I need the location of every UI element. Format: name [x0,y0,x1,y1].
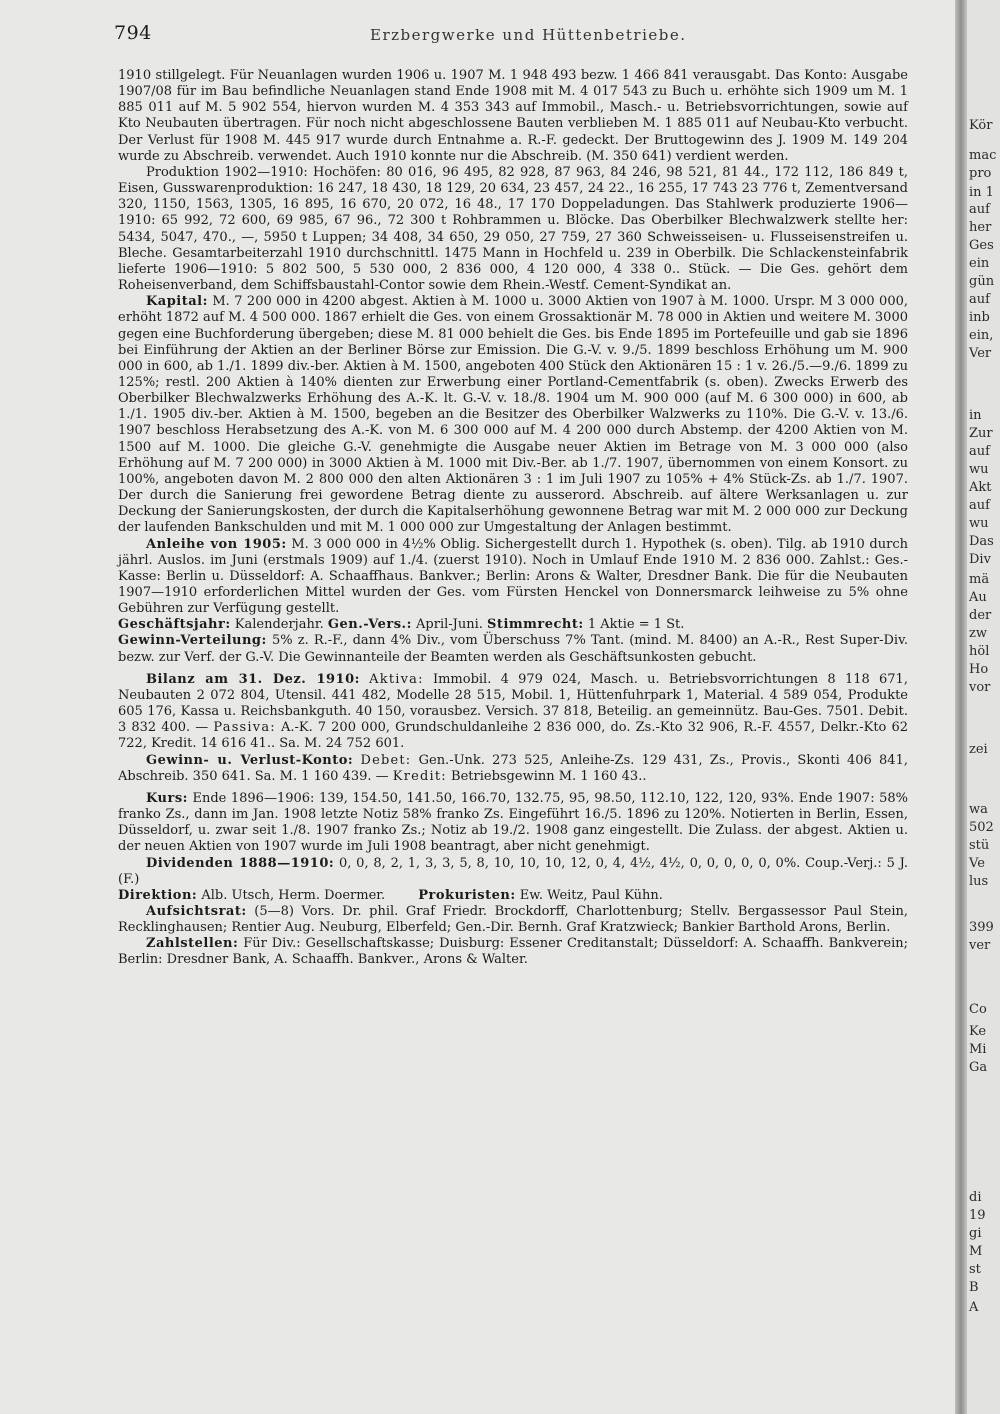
geschaeftsjahr-text: Kalenderjahr. [234,617,324,633]
anleihe-label: Anleihe von 1905: [146,536,287,552]
gewinn-verteilung-paragraph [118,633,908,665]
facing-page-fragment: di [969,1190,982,1205]
facing-page-fragment: vor [969,680,991,695]
facing-page-fragment: zw [969,626,987,641]
facing-page-fragment: auf [969,444,990,459]
zahlstellen-paragraph [118,936,908,968]
prokuristen-label: Prokuristen: [418,887,516,903]
page-number: 794 [114,22,152,44]
kredit-label: Kredit: [392,768,447,784]
facing-page-fragment: ver [969,938,991,953]
facing-page-fragment: Ho [969,662,989,677]
facing-page-fragment: 399 [969,920,994,935]
facing-page-fragment: inb [969,310,990,325]
kredit-text: Betriebsgewinn M. 1 160 43.. [451,768,647,784]
facing-page-fragment: Ke [969,1024,987,1039]
facing-page-fragment: wa [969,802,988,817]
guv-label: Gewinn- u. Verlust-Konto: [146,752,354,768]
stimmrecht-label: Stimmrecht: [487,617,584,633]
facing-page-fragment: B [969,1280,979,1295]
facing-page-fragment: in [969,408,982,423]
facing-page-fragment: st [969,1262,981,1277]
facing-page-fragment: her [969,220,992,235]
facing-page-edge [967,0,1000,1414]
facing-page-fragment: Ver [969,346,992,361]
kapital-text: M. 7 200 000 in 4200 abgest. Aktien à M. 1000 u. 3000 Aktien von 1907 à M. 1000. Urspr. M 3 000 000, erhöht 1872 auf M. 4 500 000. 1867 erhielt die Ges. von einem Grossaktionär M. 78 000 in Aktien und weitere M. 3000 gegen eine Buchforderung übergeben; diese M. 81 000 behielt die Ges. bis Ende 1895 im Portefeuille und gab sie 1896 bei Einführung der Aktien an der Berliner Börse zur Emission. Die G.-V. v. 9./5. 1899 beschloss Erhöhung um M. 900 000 in 600, ab 1./1. 1899 div.-ber. Aktien à M. 1500, angeboten 400 Stück den Aktionären 15 : 1 v. 26./5.—9./6. 1899 zu 125%; restl. 200 Aktien à 140% dienten zur Erwerbung einer Portland-Cementfabrik (s. oben). Zwecks Erwerb des Oberbilker Blechwalzwerks Erhöhung des A.-K. lt. G.-V. v. 18./8. 1904 um M. 900 000 (auf M. 6 300 000) in 600, ab 1./1. 1905 div.-ber. Aktien à M. 1500, begeben an die Besitzer des Oberbilker Walzwerks zu 110%. Die G.-V. v. 13./6. 1907 beschloss Herabsetzung des A.-K. von M. 6 300 000 auf M. 4 200 000 durch Abstemp. der 4200 Aktien von M. 1500 auf M. 1000. Die gleiche G.-V. genehmigte die Ausgabe neuer Aktien im Betrage von M. 3 000 000 (also Erhöhung auf M. 7 200 000) in 3000 Aktien à M. 1000 mit Div.-Ber. ab 1./7. 1907, übernommen von einem Konsort. zu 100%, angeboten davon M. 2 800 000 den alten Aktionären 3 : 1 im Juli 1907 zu 105% + 4% Stück-Zs. ab 1./7. 1907. Der durch die Sanierung frei gewordene Betrag diente zu ausserord. Abschreib. auf ältere Werksanlagen u. zur Deckung der Sanierungskosten, der durch die Kapitalserhöhung gewonnene Betrag war mit M. 2 000 000 zur Deckung der laufenden Bankschulden und mit M. 1 000 000 zur Umgestaltung der Anlagen bestimmt. [118,294,908,536]
page-body [118,68,908,969]
aktiva-label: Aktiva: [369,671,424,687]
facing-page-fragment: Kör [969,118,993,133]
facing-page-fragment: 19 [969,1208,986,1223]
facing-page-fragment: Mi [969,1042,987,1057]
zahlstellen-text: Für Div.: Gesellschaftskasse; Duisburg: Essener Creditanstalt; Düsseldorf: A. Schaaffh. Bankverein; Berlin: Dresdner Bank, A. Schaaffh. Bankver., Arons & Walter. [118,936,908,968]
kapital-paragraph [118,294,908,536]
debet-label: Debet: [360,752,412,768]
gen-vers-text: April-Juni. [416,617,483,633]
facing-page-fragment: Ga [969,1060,988,1075]
coupon-verjaehrung: Coup.-Verj.: 5 J. (F.) [118,855,908,887]
facing-page-fragment: Au [969,590,987,605]
passiva-label: Passiva: [213,720,276,736]
anleihe-text: M. 3 000 000 in 4½% Oblig. Sichergestellt durch 1. Hypothek (s. oben). Tilg. ab 1910 durch jährl. Auslos. im Juni (erstmals 1909) auf 1./4. (zuerst 1910). Noch in Umlauf Ende 1910 M. 2 836 000. Zahlst.: Ges.-Kasse: Berlin u. Düsseldorf: A. Schaaffhaus. Bankver.; Berlin: Arons & Walter, Dresdner Bank. Die für die Neubauten 1907—1910 erforderlichen Mittel wurden der Ges. vom Fürsten Henckel von Donnersmarck leihweise zu 5% ohne Gebühren zur Verfügung gestellt. [118,536,908,617]
kapital-label: Kapital: [146,294,208,310]
facing-page-fragment: der [969,608,992,623]
gewinn-verteilung-label: Gewinn-Verteilung: [118,633,267,649]
facing-page-fragment: Co [969,1002,987,1017]
zahlstellen-label: Zahlstellen: [146,936,239,952]
facing-page-fragment: Akt [969,480,992,495]
facing-page-fragment: stü [969,838,990,853]
stimmrecht-text: 1 Aktie = 1 St. [587,617,685,633]
prokuristen-text: Ew. Weitz, Paul Kühn. [519,887,663,903]
facing-page-fragment: Ges [969,238,994,253]
facing-page-fragment: auf [969,292,990,307]
facing-page-fragment: mä [969,572,990,587]
geschaeftsjahr-paragraph [118,617,908,633]
bilanz-label: Bilanz am 31. Dez. 1910: [146,671,360,687]
facing-page-fragment: 502 [969,820,994,835]
production-paragraph: Produktion 1902—1910: Hochöfen: 80 016, 96 495, 82 928, 87 963, 84 246, 98 521, 81 44., 172 112, 186 849 t, Eisen, Gusswarenproduktion: 16 247, 18 430, 18 129, 20 634, 23 457, 24 22., 16 255, 17 743 23 776 t, Zementversand 320, 1150, 1563, 1305, 16 895, 16 670, 20 072, 16 48., 17 170 Doppeladungen. Das Stahlwerk produzierte 1906—1910: 65 992, 72 600, 69 985, 67 96., 72 300 t Rohbrammen u. Blöcke. Das Oberbilker Blechwalzwerk stellte her: 5434, 5047, 470., —, 5950 t Luppen; 34 408, 34 650, 29 050, 27 759, 27 360 Schweisseisen- u. Flusseisenstreifen u. Bleche. Gesamtarbeiterzahl 1910 durchschnittl. 1475 Mann in Hochfeld u. 239 in Oberbilk. Die Schlackensteinfabrik lieferte 1906—1910: 5 802 500, 5 530 000, 2 836 000, 4 120 000, 4 338 0.. Stück. — Die Ges. gehört dem Roheisenverband, dem Schiffsbaustahl-Contor sowie dem Rhein.-Westf. Cement-Syndikat an. [118,164,908,294]
facing-page-fragment: gün [969,274,995,289]
dividenden-paragraph [118,856,908,888]
gewinn-verteilung-text: 5% z. R.-F., dann 4% Div., vom Überschuss 7% Tant. (mind. M. 8400) an A.-R., Rest Super-Div. bezw. zur Verf. der G.-V. Die Gewinnanteile der Beamten werden als Geschäftsunkosten gebucht. [118,633,908,665]
direktion-label: Direktion: [118,887,198,903]
direktion-paragraph [118,888,908,904]
dividenden-label: Dividenden 1888—1910: [146,855,335,871]
facing-page-fragment: in 1 [969,185,994,200]
kurs-label: Kurs: [146,790,188,806]
facing-page-fragment: ein [969,256,990,271]
facing-page-fragment: Das [969,534,994,549]
facing-page-fragment: wu [969,516,989,531]
anleihe-paragraph [118,537,908,618]
facing-page-fragment: zei [969,742,988,757]
dividenden-text: 0, 0, 8, 2, 1, 3, 3, 5, 8, 10, 10, 10, 12, 0, 4, 4½, 4½, 0, 0, 0, 0, 0, 0%. [338,855,801,871]
facing-page-fragment: gi [969,1226,982,1241]
aufsichtsrat-paragraph [118,904,908,936]
facing-page-fragment: Div [969,552,991,567]
gen-vers-label: Gen.-Vers.: [327,617,412,633]
facing-page-fragment: auf [969,498,990,513]
facing-page-fragment: höl [969,644,990,659]
direktion-text: Alb. Utsch, Herm. Doermer. [201,887,386,903]
guv-paragraph [118,753,908,785]
running-head: Erzbergwerke und Hüttenbetriebe. [370,26,687,44]
history-paragraph: 1910 stillgelegt. Für Neuanlagen wurden 1906 u. 1907 M. 1 948 493 bezw. 1 466 841 verausgabt. Das Konto: Ausgabe 1907/08 für im Bau befindliche Neuanlagen stand Ende 1908 mit M. 4 017 543 zu Buch u. erhöhte sich 1909 um M. 1 885 011 auf M. 5 902 554, hiervon wurden M. 4 353 343 auf Immobil., Masch.- u. Betriebsvorrichtungen, sowie auf Kto Neubauten übertragen. Für noch nicht abgeschlossene Bauten verblieben M. 1 885 011 auf Neubau-Kto verbucht. Der Verlust für 1908 M. 445 917 wurde durch Entnahme a. R.-F. gedeckt. Der Bruttogewinn des J. 1909 M. 149 204 wurde zu Abschreib. verwendet. Auch 1910 konnte nur die Abschreib. (M. 350 641) verdient werden. [118,68,908,164]
aufsichtsrat-label: Aufsichtsrat: [146,903,247,919]
bilanz-paragraph [118,672,908,753]
kurs-paragraph [118,791,908,856]
facing-page-fragment: Ve [969,856,985,871]
kurs-text: Ende 1896—1906: 139, 154.50, 141.50, 166.70, 132.75, 95, 98.50, 112.10, 122, 120, 93%. Ende 1907: 58% franko Zs., dann im Jan. 1908 letzte Notiz 58% franko Zs. Eingeführt 16./5. 1896 zu 120%. Notierten in Berlin, Essen, Düsseldorf, u. zwar seit 1./8. 1907 franko Zs.; Notiz ab 19./2. 1908 ganz eingestellt. Die Zulass. der abgest. Aktien u. der neuen Aktien von 1907 wurde im Juli 1908 beantragt, aber nicht genehmigt. [118,790,908,855]
debet-text: Gen.-Unk. 273 525, Anleihe-Zs. 129 431, Zs., Provis., Skonti 406 841, Abschreib. 350 641. Sa. M. 1 160 439. — [118,752,908,784]
facing-page-fragment: wu [969,462,989,477]
book-gutter [955,0,967,1414]
facing-page-fragment: pro [969,166,992,181]
facing-page-fragment: lus [969,874,989,889]
facing-page-fragment: Zur [969,426,993,441]
facing-page-fragment: ein, [969,328,994,343]
facing-page-fragment: auf [969,202,990,217]
facing-page-fragment: M [969,1244,983,1259]
passiva-text: A.-K. 7 200 000, Grundschuldanleihe 2 836 000, do. Zs.-Kto 32 906, R.-F. 4557, Delkr.-Kto 62 722, Kredit. 14 616 41.. Sa. M. 24 752 601. [118,720,909,752]
aktiva-text: Immobil. 4 979 024, Masch. u. Betriebsvorrichtungen 8 118 671, Neubauten 2 072 804, Utensil. 441 482, Modelle 28 515, Mobil. 1, Hüttenfuhrpark 1, Material. 4 589 054, Produkte 605 176, Kassa u. Reichsbankguth. 40 150, vorausbez. Versich. 37 818, Beteilig. an gemeinnütz. Bau-Ges. 7501. Debit. 3 832 400. — [118,671,908,736]
geschaeftsjahr-label: Geschäftsjahr: [118,617,231,633]
facing-page-fragment: mac [969,148,997,163]
aufsichtsrat-text: (5—8) Vors. Dr. phil. Graf Friedr. Brockdorff, Charlottenburg; Stellv. Bergassessor Paul Stein, Recklinghausen; Rentier Aug. Neuburg, Elberfeld; Gen.-Dir. Bernh. Graf Kratzwieck; Bankier Barthold Arons, Berlin. [118,903,908,936]
facing-page-fragment: A [969,1300,979,1315]
